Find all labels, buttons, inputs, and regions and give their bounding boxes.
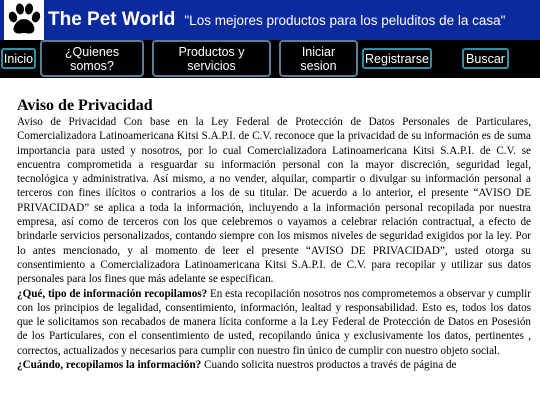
nav-quienes-label-line1: ¿Quienes — [64, 45, 120, 59]
nav-buscar-button[interactable] — [462, 48, 509, 69]
nav-inicio-button[interactable] — [1, 48, 36, 69]
privacy-content — [17, 97, 531, 372]
question-when: ¿Cuándo, recopilamos la información? — [17, 359, 202, 372]
privacy-paragraph-intro: Aviso de Privacidad Con base en la Ley Federal de Protección de Datos Personales de Particulares, Comercializadora Latinoamericana Kitsi S.A.P.I. de C.V. reconoce que la privacidad de su información es de suma importancia para usted y nosotros, por lo cual Comercializadora Latinoamericana Kitsi S.A.P.I. de C.V. se encuentra comprometida a resguardar su información personal con la mayor discreción, seguridad legal, tecnológica y administrativa. Así mismo, a no vender, alquilar, compartir o divulgar su información personal a terceros con fines ilícitos o contrarios a los de su titular. De acuerdo a lo anterior, el presente “AVISO DE PRIVACIDAD” se aplica a toda la información, incluyendo a la información personal recopilada por nuestra empresa, así como de terceros con los que celebremos o vayamos a celebrar relación contractual, a efecto de brindarle servicios personalizados, contando siempre con los mismos niveles de seguridad exigidos por la ley. Por lo antes mencionado, y al momento de leer el presente “AVISO DE PRIVACIDAD”, usted otorga su consentimiento a Comercializadora Latinoamericana Kitsi S.A.P.I. de C.V. para recopilar y utilizar sus datos personales para los fines que más adelante se especifican. — [17, 116, 531, 286]
nav-iniciar-label-line1: Iniciar — [301, 45, 336, 59]
nav-inicio-label: Inicio — [3, 51, 34, 66]
nav-iniciar-sesion-button[interactable] — [279, 40, 358, 77]
nav-buscar-label: Buscar — [466, 51, 505, 66]
nav-productos-button[interactable] — [152, 40, 271, 77]
site-title: The Pet World — [48, 9, 176, 30]
privacy-paragraph-info-type — [17, 287, 531, 358]
answer-when: Cuando solicita nuestros productos a través de página de — [201, 359, 457, 372]
site-header — [0, 0, 540, 40]
nav-productos-label-line2: servicios — [187, 59, 236, 73]
site-tagline: "Los mejores productos para los peluditos de la casa" — [184, 12, 506, 28]
nav-registrarse-label: Registrarse — [365, 51, 429, 66]
nav-quienes-label-line2: somos? — [70, 59, 114, 73]
page-title: Aviso de Privacidad — [17, 97, 153, 114]
privacy-paragraph-when — [17, 358, 531, 372]
nav-productos-label-line1: Productos y — [178, 45, 245, 59]
paw-print-icon[interactable] — [4, 0, 44, 40]
nav-iniciar-label-line2: sesion — [300, 59, 337, 73]
nav-registrarse-button[interactable] — [362, 48, 432, 69]
question-info-type: ¿Qué, tipo de información recopilamos? — [17, 287, 208, 300]
main-nav — [0, 40, 540, 78]
answer-info-type: En esta recopilación nosotros nos comprometemos a observar y cumplir con los principios de legalidad, consentimiento, información, lealtad y responsabilidad. Esto es, todos los datos que le solicitamos son recabados de manera lícita conforme a la Ley Federal de Protección de Datos en Posesión de los Particulares, con el consentimiento de usted, recopilando única y exclusivamente los datos, pertinentes , correctos, actualizados y necesarios para cumplir con nuestro fin único de cumplir con nuestro objeto social. — [17, 287, 531, 357]
nav-quienes-somos-button[interactable] — [40, 40, 144, 77]
